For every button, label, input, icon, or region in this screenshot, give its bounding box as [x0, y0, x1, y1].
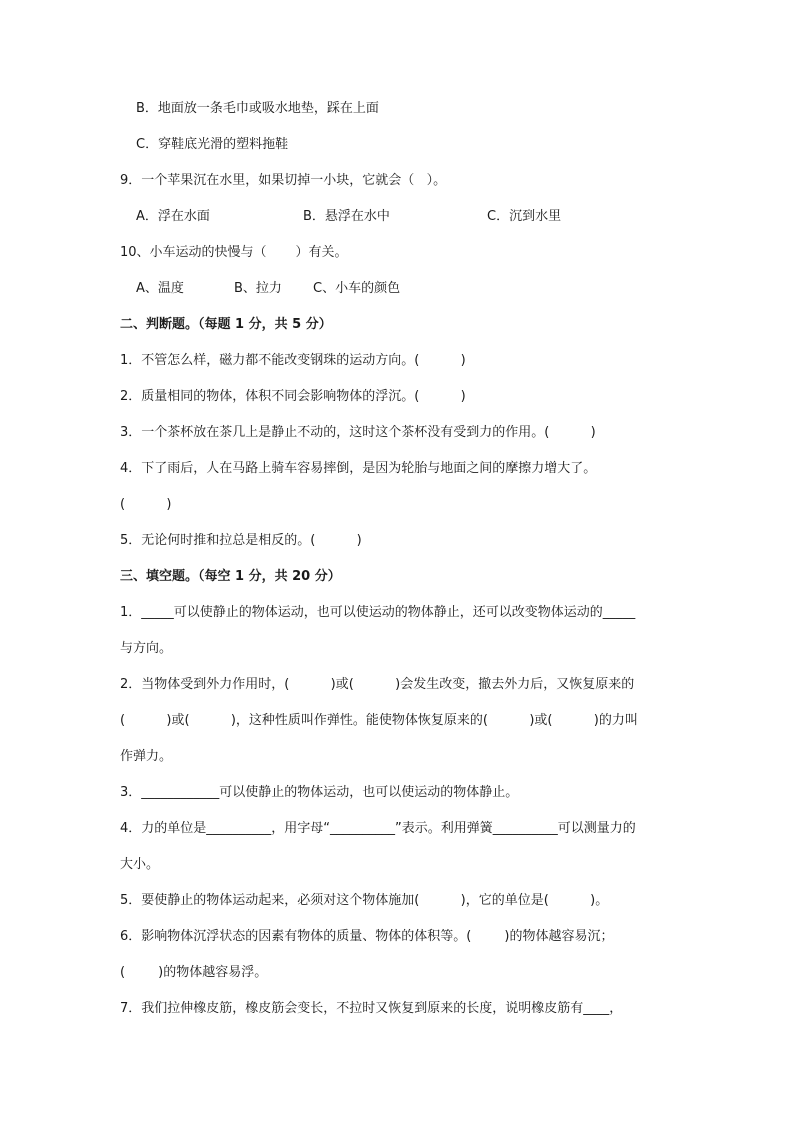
judgment-4: 4．下了雨后，人在马路上骑车容易摔倒，是因为轮胎与地面之间的摩擦力增大了。	[120, 461, 597, 476]
fill-2: 2．当物体受到外力作用时，( )或( )会发生改变，撤去外力后，又恢复原来的	[120, 677, 635, 692]
fill-6: 6．影响物体沉浮状态的因素有物体的质量、物体的体积等。( )的物体越容易沉；	[120, 929, 614, 944]
option-10a: A、温度	[136, 281, 184, 296]
option-9b: B．悬浮在水中	[303, 209, 390, 224]
section-heading-judgment: 二、判断题。（每题 1 分，共 5 分）	[120, 317, 332, 332]
fill-1: 1．_____可以使静止的物体运动，也可以使运动的物体静止，还可以改变物体运动的_____	[120, 605, 636, 620]
judgment-1: 1．不管怎么样，磁力都不能改变钢珠的运动方向。( )	[120, 353, 466, 368]
fill-4-cont: 大小。	[120, 857, 160, 872]
fill-2-end: 作弹力。	[120, 749, 173, 764]
fill-4: 4．力的单位是__________，用字母“__________”表示。利用弹簧__________可以测量力的	[120, 821, 636, 836]
question-10: 10、小车运动的快慢与（ ）有关。	[120, 245, 348, 260]
option-9c: C．沉到水里	[487, 209, 562, 224]
fill-2-cont: ( )或( )，这种性质叫作弹性。能使物体恢复原来的( )或( )的力叫	[120, 713, 638, 728]
section-heading-fill: 三、填空题。（每空 1 分，共 20 分）	[120, 569, 341, 584]
fill-5: 5．要使静止的物体运动起来，必须对这个物体施加( )，它的单位是( )。	[120, 893, 609, 908]
judgment-3: 3．一个茶杯放在茶几上是静止不动的，这时这个茶杯没有受到力的作用。( )	[120, 425, 596, 440]
fill-3: 3．____________可以使静止的物体运动，也可以使运动的物体静止。	[120, 785, 519, 800]
judgment-5: 5．无论何时推和拉总是相反的。( )	[120, 533, 362, 548]
option-10c: C、小车的颜色	[313, 281, 401, 296]
fill-7: 7．我们拉伸橡皮筋，橡皮筋会变长，不拉时又恢复到原来的长度，说明橡皮筋有____，	[120, 1001, 623, 1016]
fill-1-cont: 与方向。	[120, 641, 173, 656]
option-10b: B、拉力	[234, 281, 282, 296]
option-9a: A．浮在水面	[136, 209, 210, 224]
fill-6-cont: ( )的物体越容易浮。	[120, 965, 268, 980]
option-8c: C．穿鞋底光滑的塑料拖鞋	[136, 137, 289, 152]
option-8b: B．地面放一条毛巾或吸水地垫，踩在上面	[136, 101, 379, 116]
question-9: 9．一个苹果沉在水里，如果切掉一小块，它就会（ ）。	[120, 173, 447, 188]
judgment-4-answer: ( )	[120, 497, 172, 512]
judgment-2: 2．质量相同的物体，体积不同会影响物体的浮沉。( )	[120, 389, 466, 404]
